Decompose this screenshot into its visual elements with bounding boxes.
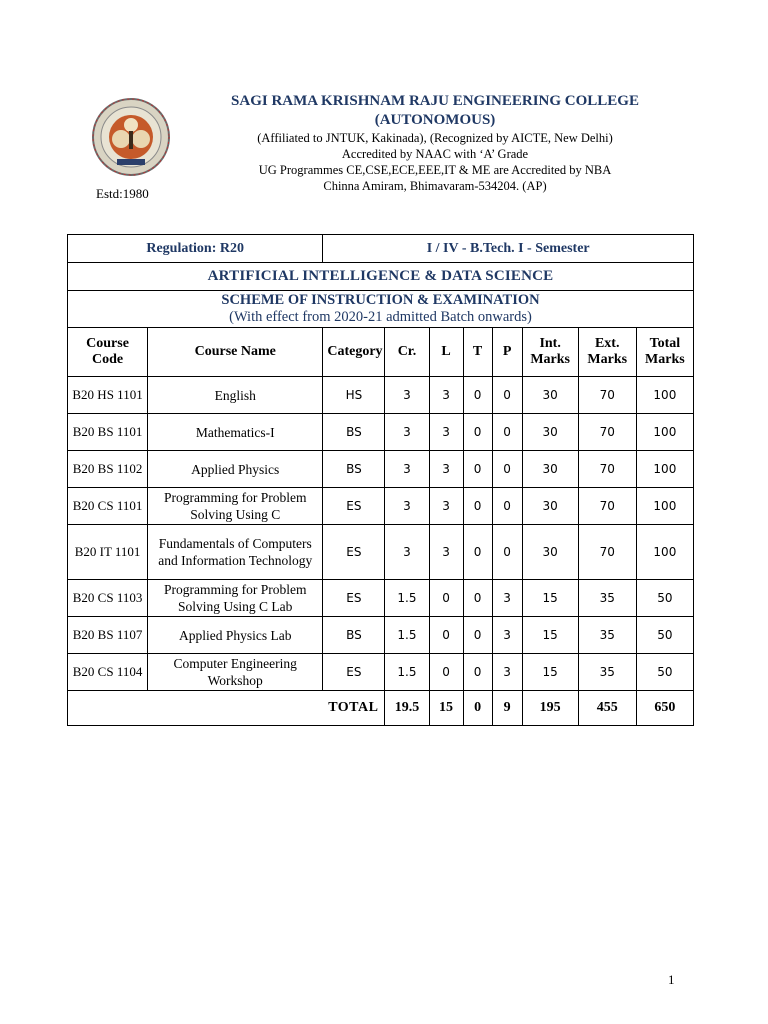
col-header-credits: Cr. <box>385 328 429 377</box>
course-category: ES <box>323 580 385 617</box>
course-code: B20 CS 1101 <box>68 488 148 525</box>
course-name: English <box>148 377 323 414</box>
course-int-marks: 15 <box>522 654 578 691</box>
course-int-marks: 30 <box>522 414 578 451</box>
course-code: B20 BS 1101 <box>68 414 148 451</box>
scheme-title: SCHEME OF INSTRUCTION & EXAMINATION <box>221 292 540 308</box>
course-practical: 0 <box>492 451 522 488</box>
course-int-marks: 15 <box>522 617 578 654</box>
total-int-marks: 195 <box>522 691 578 726</box>
course-total-marks: 100 <box>636 525 693 580</box>
course-total-marks: 100 <box>636 451 693 488</box>
nba-line: UG Programmes CE,CSE,ECE,EEE,IT & ME are Accredited by NBA <box>258 163 612 177</box>
course-credits: 1.5 <box>385 617 429 654</box>
course-int-marks: 30 <box>522 377 578 414</box>
course-code: B20 IT 1101 <box>68 525 148 580</box>
course-name: Applied Physics <box>148 451 323 488</box>
course-practical: 3 <box>492 654 522 691</box>
course-total-marks: 50 <box>636 580 693 617</box>
course-tutorial: 0 <box>463 617 492 654</box>
table-row <box>68 654 694 691</box>
total-credits: 19.5 <box>385 691 429 726</box>
course-code: B20 HS 1101 <box>68 377 148 414</box>
scheme-table <box>67 234 694 726</box>
course-practical: 0 <box>492 488 522 525</box>
course-name: Programming for Problem Solving Using C Lab <box>148 580 323 617</box>
table-row <box>68 580 694 617</box>
course-credits: 3 <box>385 451 429 488</box>
course-lecture: 3 <box>429 377 463 414</box>
course-code: B20 BS 1107 <box>68 617 148 654</box>
course-credits: 3 <box>385 414 429 451</box>
course-tutorial: 0 <box>463 525 492 580</box>
course-lecture: 0 <box>429 654 463 691</box>
course-ext-marks: 35 <box>578 654 636 691</box>
course-tutorial: 0 <box>463 377 492 414</box>
col-header-total-marks: Total Marks <box>636 328 693 377</box>
course-credits: 1.5 <box>385 654 429 691</box>
course-name: Computer Engineering Workshop <box>148 654 323 691</box>
col-header-lecture: L <box>429 328 463 377</box>
college-name: SAGI RAMA KRISHNAM RAJU ENGINEERING COLLEGE <box>231 93 639 109</box>
course-lecture: 3 <box>429 451 463 488</box>
course-category: ES <box>323 654 385 691</box>
course-practical: 3 <box>492 617 522 654</box>
course-tutorial: 0 <box>463 580 492 617</box>
table-header-row <box>68 328 694 377</box>
col-header-int-marks: Int. Marks <box>522 328 578 377</box>
course-lecture: 0 <box>429 580 463 617</box>
course-ext-marks: 35 <box>578 617 636 654</box>
course-name: Mathematics-I <box>148 414 323 451</box>
page-number: 1 <box>668 972 675 987</box>
course-category: ES <box>323 488 385 525</box>
scheme-effect: (With effect from 2020-21 admitted Batch onwards) <box>229 309 532 325</box>
total-total-marks: 650 <box>636 691 693 726</box>
course-tutorial: 0 <box>463 654 492 691</box>
course-lecture: 0 <box>429 617 463 654</box>
course-lecture: 3 <box>429 414 463 451</box>
course-category: ES <box>323 525 385 580</box>
course-lecture: 3 <box>429 525 463 580</box>
college-header <box>215 92 655 194</box>
total-label: TOTAL <box>68 691 385 726</box>
course-int-marks: 30 <box>522 525 578 580</box>
col-header-ext-marks: Ext. Marks <box>578 328 636 377</box>
col-header-course-code: Course Code <box>68 328 148 377</box>
course-int-marks: 30 <box>522 451 578 488</box>
course-total-marks: 50 <box>636 654 693 691</box>
course-ext-marks: 70 <box>578 488 636 525</box>
course-practical: 0 <box>492 414 522 451</box>
table-row <box>68 377 694 414</box>
course-ext-marks: 70 <box>578 377 636 414</box>
course-category: BS <box>323 451 385 488</box>
affiliation-line: (Affiliated to JNTUK, Kakinada), (Recognized by AICTE, New Delhi) <box>257 131 613 145</box>
course-code: B20 CS 1103 <box>68 580 148 617</box>
course-int-marks: 15 <box>522 580 578 617</box>
course-ext-marks: 70 <box>578 414 636 451</box>
autonomous-label: (AUTONOMOUS) <box>374 112 496 128</box>
course-category: BS <box>323 617 385 654</box>
col-header-category: Category <box>323 328 385 377</box>
col-header-practical: P <box>492 328 522 377</box>
course-credits: 1.5 <box>385 580 429 617</box>
course-int-marks: 30 <box>522 488 578 525</box>
course-lecture: 3 <box>429 488 463 525</box>
course-credits: 3 <box>385 488 429 525</box>
course-tutorial: 0 <box>463 488 492 525</box>
total-practical: 9 <box>492 691 522 726</box>
course-credits: 3 <box>385 525 429 580</box>
course-tutorial: 0 <box>463 451 492 488</box>
course-total-marks: 50 <box>636 617 693 654</box>
branch-title: ARTIFICIAL INTELLIGENCE & DATA SCIENCE <box>68 263 694 291</box>
course-practical: 0 <box>492 525 522 580</box>
college-logo-icon <box>91 97 171 177</box>
regulation-cell: Regulation: R20 <box>68 235 323 263</box>
col-header-course-name: Course Name <box>148 328 323 377</box>
total-row <box>68 691 694 726</box>
course-tutorial: 0 <box>463 414 492 451</box>
course-name: Programming for Problem Solving Using C <box>148 488 323 525</box>
semester-cell: I / IV - B.Tech. I - Semester <box>323 235 694 263</box>
course-name: Applied Physics Lab <box>148 617 323 654</box>
naac-line: Accredited by NAAC with ‘A’ Grade <box>341 147 529 161</box>
address-line: Chinna Amiram, Bhimavaram-534204. (AP) <box>323 179 547 193</box>
established-year: Estd:1980 <box>96 186 149 201</box>
course-ext-marks: 35 <box>578 580 636 617</box>
course-total-marks: 100 <box>636 377 693 414</box>
course-category: BS <box>323 414 385 451</box>
course-ext-marks: 70 <box>578 451 636 488</box>
course-credits: 3 <box>385 377 429 414</box>
total-tutorial: 0 <box>463 691 492 726</box>
table-row <box>68 488 694 525</box>
course-name: Fundamentals of Computers and Information Technology <box>148 525 323 580</box>
course-total-marks: 100 <box>636 488 693 525</box>
course-total-marks: 100 <box>636 414 693 451</box>
table-row <box>68 414 694 451</box>
course-category: HS <box>323 377 385 414</box>
course-ext-marks: 70 <box>578 525 636 580</box>
scheme-title-cell <box>68 291 694 328</box>
total-lecture: 15 <box>429 691 463 726</box>
course-code: B20 BS 1102 <box>68 451 148 488</box>
course-code: B20 CS 1104 <box>68 654 148 691</box>
col-header-tutorial: T <box>463 328 492 377</box>
table-row <box>68 525 694 580</box>
course-practical: 0 <box>492 377 522 414</box>
table-row <box>68 451 694 488</box>
total-ext-marks: 455 <box>578 691 636 726</box>
table-row <box>68 617 694 654</box>
course-practical: 3 <box>492 580 522 617</box>
